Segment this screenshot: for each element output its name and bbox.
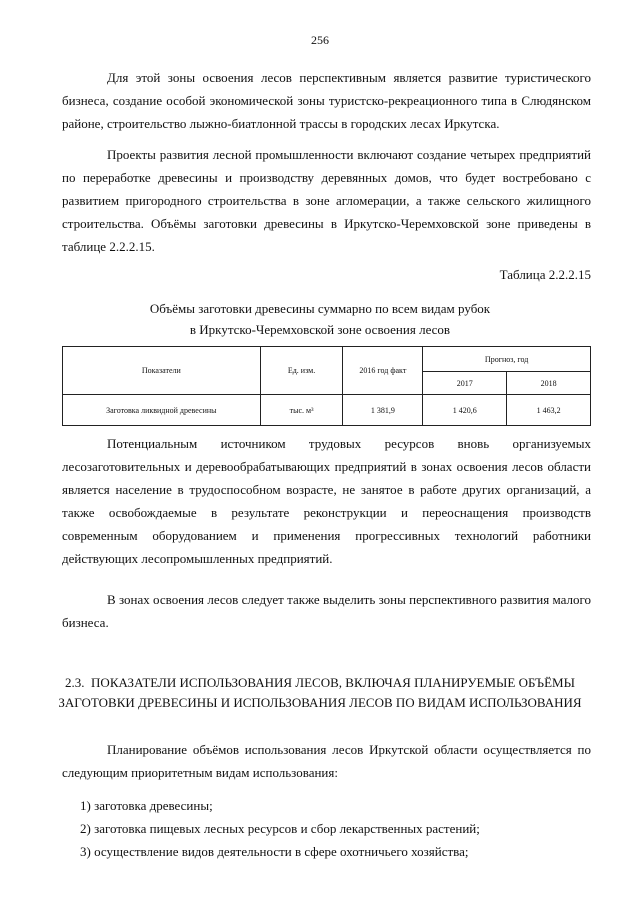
- cell-2018: 1 463,2: [507, 395, 591, 426]
- paragraph-small-business: В зонах освоения лесов следует также выделить зоны перспективного развития малого бизнеса.: [62, 592, 591, 630]
- table-title-line1: Объёмы заготовки древесины суммарно по всем видам рубок: [149, 301, 491, 316]
- cell-indicator: Заготовка ликвидной древесины: [63, 395, 261, 426]
- table-title-line2: в Иркутско-Черемховской зоне освоения лесов: [189, 322, 451, 337]
- cell-2017: 1 420,6: [423, 395, 507, 426]
- section-number: 2.3.: [65, 675, 85, 690]
- harvest-table: [62, 346, 591, 426]
- header-year-2017: 2017: [423, 372, 507, 395]
- page-number: 256: [311, 33, 329, 47]
- header-fact-2016: 2016 год факт: [343, 347, 423, 395]
- header-unit: Ед. изм.: [260, 347, 343, 395]
- header-indicator: Показатели: [63, 347, 261, 395]
- paragraph-forest-industry: Проекты развития лесной промышленности включают создание четырех предприятий по переработке древесины и производству деревянных домов, что будет востребовано с развитием пригородного строительства в зоне агломерации, а также сельского жилищного строительства. Объёмы заготовки древесины в Иркутско-Черемховской зоне приведены в таблице 2.2.2.15.: [62, 147, 591, 254]
- table-row: [63, 395, 591, 426]
- section-title-line2: ЗАГОТОВКИ ДРЕВЕСИНЫ И ИСПОЛЬЗОВАНИЯ ЛЕСОВ ПО ВИДАМ ИСПОЛЬЗОВАНИЯ: [58, 695, 582, 710]
- paragraph-labor-resources: Потенциальным источником трудовых ресурсов вновь организуемых лесозаготовительных и деревообрабатывающих предприятий в зонах освоения лесов области является население в трудоспособном возрасте, не занятое в работе других организаций, а также освобождаемые в результате реконструкции и переоснащения производств современным оборудованием и применения прогрессивных технологий работники действующих лесопромышленных предприятий.: [62, 436, 591, 566]
- section-title-line1: ПОКАЗАТЕЛИ ИСПОЛЬЗОВАНИЯ ЛЕСОВ, ВКЛЮЧАЯ ПЛАНИРУЕМЫЕ ОБЪЁМЫ: [91, 675, 575, 690]
- paragraph-planning: Планирование объёмов использования лесов Иркутской области осуществляется по следующим приоритетным видам использования:: [62, 742, 591, 780]
- cell-fact-2016: 1 381,9: [343, 395, 423, 426]
- section-heading: [0, 672, 640, 694]
- header-year-2018: 2018: [507, 372, 591, 395]
- list-item: 1) заготовка древесины;: [80, 798, 213, 813]
- usage-list: [80, 794, 480, 863]
- list-item: 3) осуществление видов деятельности в сфере охотничьего хозяйства;: [80, 844, 469, 859]
- cell-unit: тыс. м³: [260, 395, 343, 426]
- table-caption: Таблица 2.2.2.15: [499, 267, 591, 282]
- paragraph-tourism: Для этой зоны освоения лесов перспективным является развитие туристического бизнеса, создание особой экономической зоны туристско-рекреационного типа в Слюдянском районе, строительство лыжно-биатлонной трассы в городских лесах Иркутска.: [62, 70, 591, 131]
- list-item: 2) заготовка пищевых лесных ресурсов и сбор лекарственных растений;: [80, 821, 480, 836]
- header-forecast: Прогноз, год: [423, 347, 591, 372]
